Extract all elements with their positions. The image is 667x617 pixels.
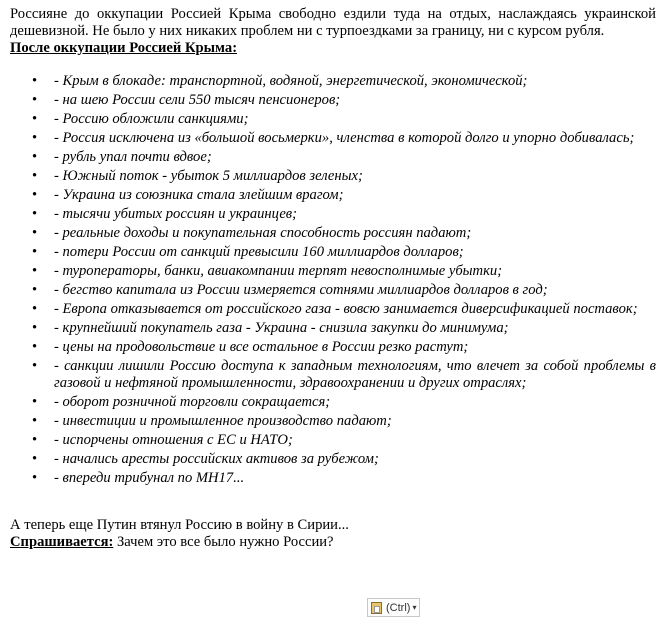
clipboard-icon	[371, 602, 382, 614]
list-item: • - потери России от санкций превысили 160 миллиардов долларов;	[54, 244, 656, 261]
list-item: • - крупнейший покупатель газа - Украина - снизила закупки до минимума;	[54, 320, 656, 337]
list-item: • - рубль упал почти вдвое;	[54, 149, 656, 166]
list-item: • - Крым в блокаде: транспортной, водяной, энергетической, экономической;	[54, 73, 656, 90]
list-item: • - инвестиции и промышленное производство падают;	[54, 413, 656, 430]
list-item: • - бегство капитала из России измеряется сотнями миллиардов долларов в год;	[54, 282, 656, 299]
list-item: • - туроператоры, банки, авиакомпании терпят невосполнимые убытки;	[54, 263, 656, 280]
list-item: • - на шею России сели 550 тысяч пенсионеров;	[54, 92, 656, 109]
list-item: • - Россию обложили санкциями;	[54, 111, 656, 128]
intro-paragraph: Россияне до оккупации Россией Крыма свободно ездили туда на отдых, наслаждаясь украинской дешевизной. Не было у них никаких проблем ни с турпоездками за границу, ни с курсом рубля.	[10, 6, 656, 39]
list-item: • - Россия исключена из «большой восьмерки», членства в которой долго и упорно добивалась;	[54, 130, 656, 147]
list-item: • - начались аресты российских активов за рубежом;	[54, 451, 656, 468]
question-lead: Спрашивается:	[10, 534, 114, 550]
consequences-list	[10, 73, 656, 487]
list-item: • - испорчены отношения с ЕС и НАТО;	[54, 432, 656, 449]
question-text: Зачем это все было нужно России?	[113, 534, 334, 550]
list-item: • - тысячи убитых россиян и украинцев;	[54, 206, 656, 223]
list-item: • - Украина из союзника стала злейшим врагом;	[54, 187, 656, 204]
list-item: • - санкции лишили Россию доступа к западным технологиям, что влечет за собой проблемы в газовой и нефтяной промышленности, здравоохранении и других отраслях;	[54, 358, 656, 392]
list-item: • - впереди трибунал по МН17...	[54, 470, 656, 487]
list-item: • - цены на продовольствие и все остальное в России резко растут;	[54, 339, 656, 356]
question-paragraph	[10, 534, 656, 551]
list-item: • - оборот розничной торговли сокращается;	[54, 394, 656, 411]
document-body	[10, 6, 656, 551]
paste-options-button[interactable]	[367, 598, 420, 617]
section-heading: После оккупации Россией Крыма:	[10, 40, 238, 56]
list-item: • - реальные доходы и покупательная способность россиян падают;	[54, 225, 656, 242]
list-item: • - Южный поток - убыток 5 миллиардов зеленых;	[54, 168, 656, 185]
paste-options-label: (Ctrl)	[386, 601, 411, 614]
outro-paragraph: А теперь еще Путин втянул Россию в войну в Сирии...	[10, 517, 349, 533]
chevron-down-icon: ▾	[412, 603, 417, 612]
list-item: • - Европа отказывается от российского газа - вовсю занимается диверсификацией поставок;	[54, 301, 656, 318]
